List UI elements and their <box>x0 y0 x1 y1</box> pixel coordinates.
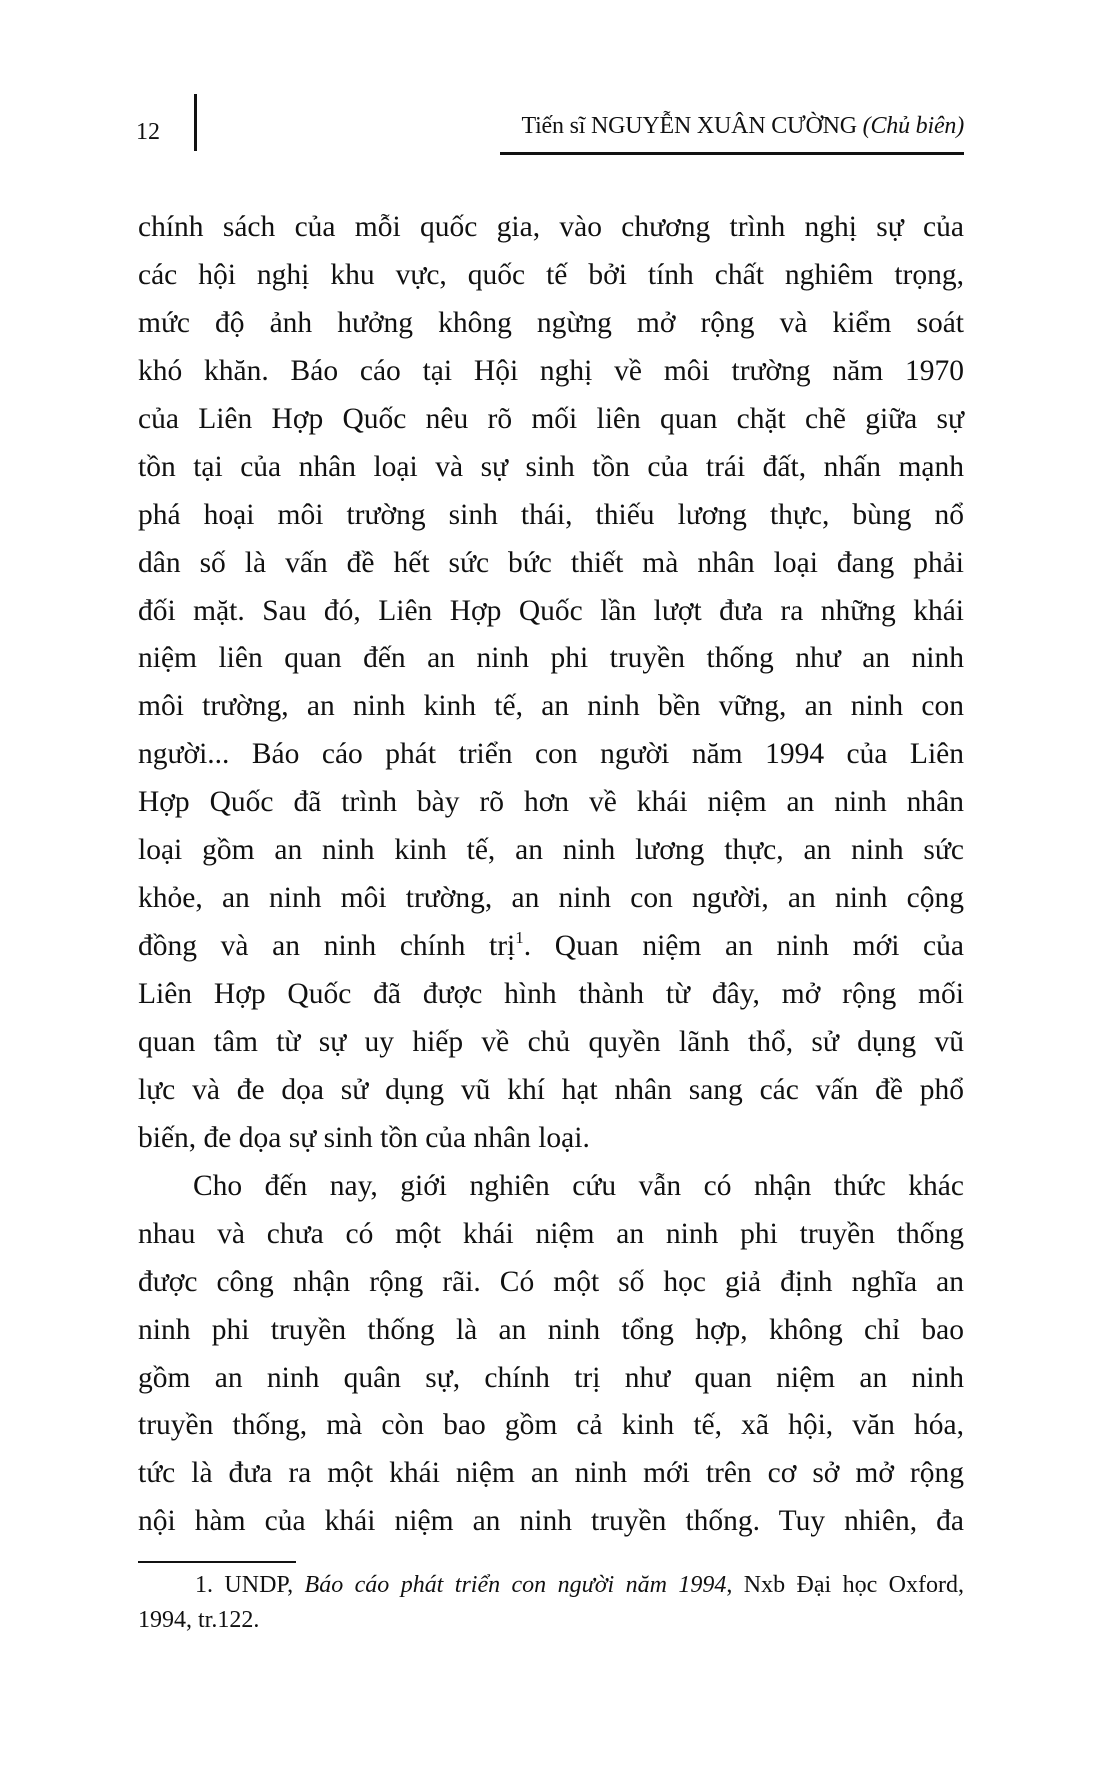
text-line: Cho đến nay, giới nghiên cứu vẫn có nhận thức khác <box>193 1169 964 1202</box>
text-line: tức là đưa ra một khái niệm an ninh mới trên cơ sở mở rộng <box>138 1457 964 1490</box>
page-number: 12 <box>136 119 160 145</box>
footnote-publisher: , Nxb Đại học Oxford, <box>726 1572 964 1598</box>
text-line: gồm an ninh quân sự, chính trị như quan niệm an ninh <box>138 1361 964 1394</box>
text-line: biến, đe dọa sự sinh tồn của nhân loại. <box>138 1121 590 1154</box>
header-divider-bar <box>194 94 197 151</box>
text-line: khỏe, an ninh môi trường, an ninh con người, an ninh cộng <box>138 882 964 915</box>
text-line: chính sách của mỗi quốc gia, vào chương trình nghị sự của <box>138 211 964 243</box>
footnote <box>138 1568 964 1638</box>
text-line: truyền thống, mà còn bao gồm cả kinh tế, xã hội, văn hóa, <box>138 1409 964 1442</box>
text-line: các hội nghị khu vực, quốc tế bởi tính chất nghiêm trọng, <box>138 258 964 291</box>
text-line: dân số là vấn đề hết sức bức thiết mà nhân loại đang phải <box>138 546 964 579</box>
body-text <box>138 204 964 1546</box>
text-line-with-footnote-ref <box>138 923 964 971</box>
text-line: khó khăn. Báo cáo tại Hội nghị về môi trường năm 1970 <box>138 354 964 387</box>
text-line: niệm liên quan đến an ninh phi truyền thống như an ninh <box>138 642 964 675</box>
running-head-role: (Chủ biên) <box>862 113 964 139</box>
text-line: đối mặt. Sau đó, Liên Hợp Quốc lần lượt đưa ra những khái <box>138 594 964 627</box>
text-line: của Liên Hợp Quốc nêu rõ mối liên quan chặt chẽ giữa sự <box>138 402 964 435</box>
text-line: Liên Hợp Quốc đã được hình thành từ đây, mở rộng mối <box>138 978 964 1010</box>
footnote-rule <box>138 1561 296 1563</box>
text-segment: . Quan niệm an ninh mới của <box>523 930 964 963</box>
text-line: phá hoại môi trường sinh thái, thiếu lương thực, bùng nổ <box>138 498 964 531</box>
footnote-line <box>138 1568 964 1603</box>
text-line: môi trường, an ninh kinh tế, an ninh bền vững, an ninh con <box>138 690 964 723</box>
footnote-reference[interactable]: 1 <box>515 928 524 948</box>
text-line: mức độ ảnh hưởng không ngừng mở rộng và kiểm soát <box>138 306 964 339</box>
text-line: người... Báo cáo phát triển con người năm 1994 của Liên <box>138 738 964 771</box>
text-line: quan tâm từ sự uy hiếp về chủ quyền lãnh thổ, sử dụng vũ <box>138 1025 964 1058</box>
text-line: Hợp Quốc đã trình bày rõ hơn về khái niệm an ninh nhân <box>138 786 964 819</box>
running-head <box>500 112 964 140</box>
text-line: lực và đe dọa sử dụng vũ khí hạt nhân sang các vấn đề phổ <box>138 1073 964 1106</box>
text-line: nhau và chưa có một khái niệm an ninh phi truyền thống <box>138 1217 964 1250</box>
text-line: được công nhận rộng rãi. Có một số học giả định nghĩa an <box>138 1265 964 1298</box>
text-line: loại gồm an ninh kinh tế, an ninh lương thực, an ninh sức <box>138 834 964 867</box>
footnote-source: 1. UNDP, <box>195 1572 305 1598</box>
footnote-title: Báo cáo phát triển con người năm 1994 <box>304 1572 727 1598</box>
footnote-line: 1994, tr.122. <box>138 1607 260 1633</box>
text-line: nội hàm của khái niệm an ninh truyền thống. Tuy nhiên, đa <box>138 1505 964 1538</box>
text-segment: đồng và an ninh chính trị <box>138 930 516 963</box>
running-head-author: Tiến sĩ NGUYỄN XUÂN CƯỜNG <box>521 113 863 139</box>
text-line: ninh phi truyền thống là an ninh tổng hợp, không chỉ bao <box>138 1313 964 1346</box>
running-head-rule <box>500 152 964 155</box>
text-line: tồn tại của nhân loại và sự sinh tồn của trái đất, nhấn mạnh <box>138 450 964 483</box>
